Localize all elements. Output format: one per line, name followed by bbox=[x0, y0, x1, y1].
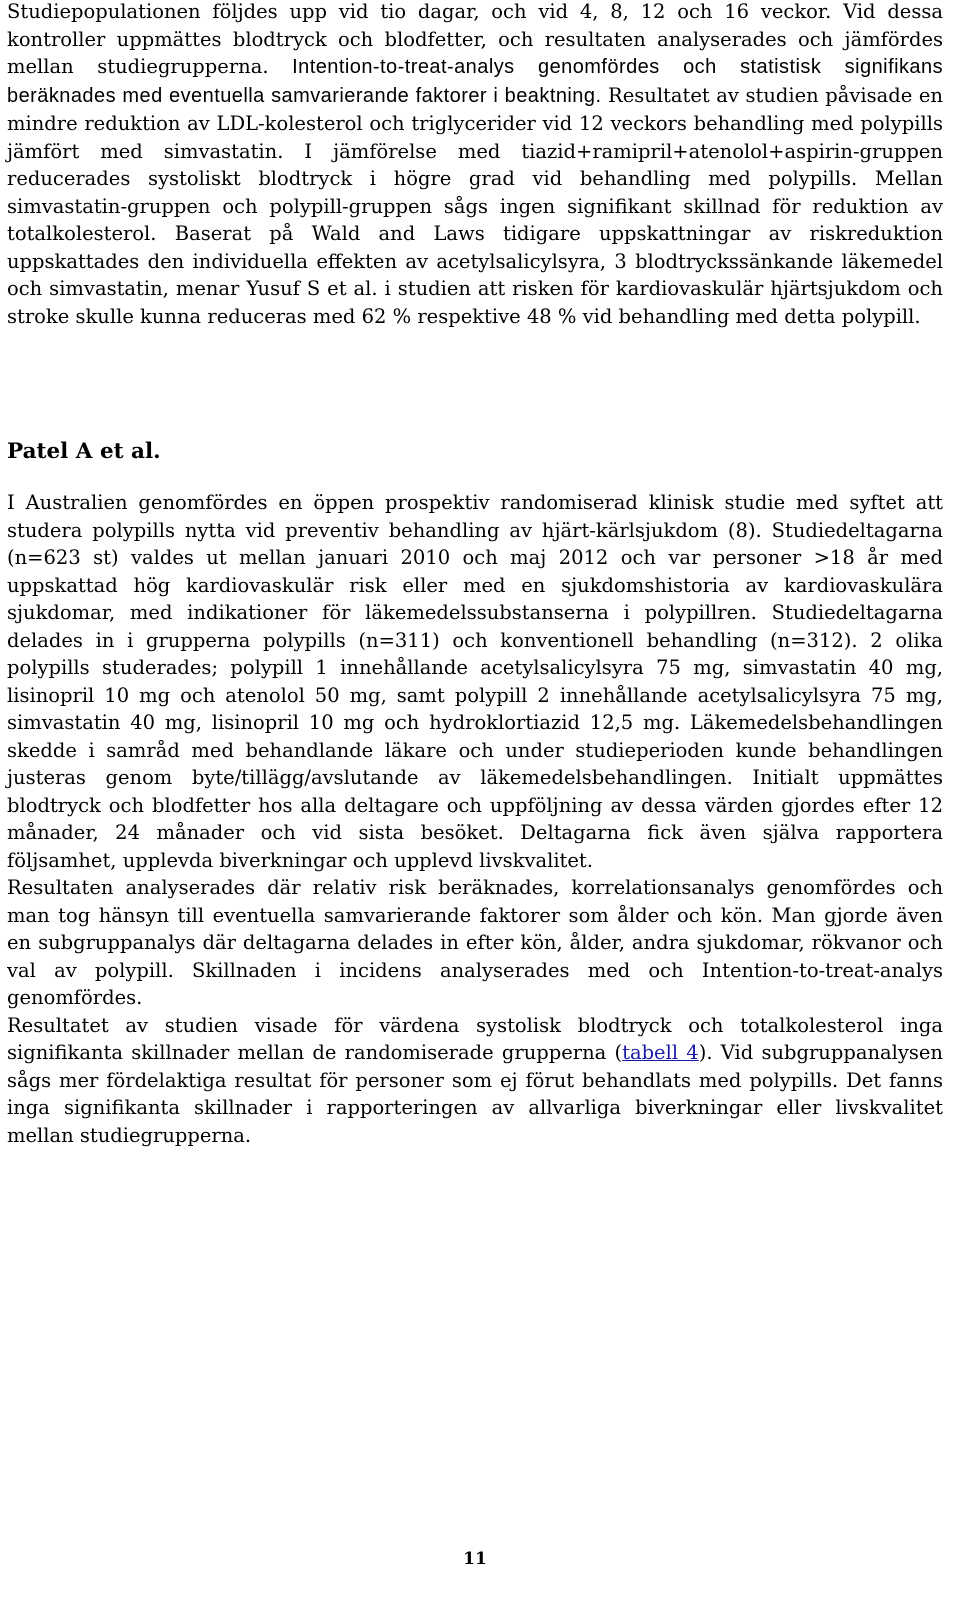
results-text: Resultatet av studien påvisade en mindre reduktion av LDL-kolesterol och triglycerider vid 12 veckors behandling med polypills jämfört med simvastatin. I jämförelse med tiazid+ramipril+atenolol+aspirin-gruppen reducerades systoliskt blodtryck i högre grad vid behandling med polypills. Mellan simvastatin-gruppen och polypill-gruppen sågs ingen signifikant skillnad för reduktion av totalkolesterol. bbox=[7, 83, 943, 245]
results-paragraph bbox=[7, 1012, 943, 1150]
table-4-link[interactable]: tabell 4 bbox=[622, 1041, 699, 1064]
results-text-before-link: Resultatet av studien visade för värdena systolisk blodtryck och totalkolesterol inga signifikanta skillnader mellan de randomiserade grupperna ( bbox=[7, 1013, 943, 1064]
page-number: 11 bbox=[463, 1549, 487, 1569]
study-results-paragraph bbox=[7, 0, 943, 330]
analysis-paragraph: Resultaten analyserades där relativ risk beräknades, korrelationsanalys genomfördes och man tog hänsyn till eventuella samvarierande faktorer som ålder och kön. Man gjorde även en subgruppanalys där deltagarna delades in efter kön, ålder, andra sjukdomar, rökvanor och val av polypill. Skillnaden i incidens analyserades med och Intention-to-treat-analys genomfördes. bbox=[7, 876, 943, 1009]
analysis-method-text: Intention-to-treat-analys genomfördes och statistisk signifikans beräknades med eventuella samvarierande faktorer i beaktning. bbox=[7, 56, 944, 107]
study-design-paragraph: I Australien genomfördes en öppen prospektiv randomiserad klinisk studie med syftet att studera polypills nytta vid preventiv behandling av hjärt-kärlsjukdom (8). Studiedeltagarna (n=623 st) valdes ut mellan januari 2010 och maj 2012 och var personer >18 år med uppskattad hög kardiovaskulär risk eller med en sjukdomshistoria av kardiovaskulära sjukdomar, med indikationer för läkemedelssubstanserna i polypillren. Studiedeltagarna delades in i grupperna polypills (n=311) och konventionell behandling (n=312). 2 olika polypills studerades; polypill 1 innehållande acetylsalicylsyra 75 mg, simvastatin 40 mg, lisinopril 10 mg och atenolol 50 mg, samt polypill 2 innehållande acetylsalicylsyra 75 mg, simvastatin 40 mg, lisinopril 10 mg och hydroklortiazid 12,5 mg. Läkemedelsbehandlingen skedde i samråd med behandlande läkare och under studieperioden kunde behandlingen justeras genom byte/tillägg/avslutande av läkemedelsbehandlingen. Initialt uppmättes blodtryck och blodfetter hos alla deltagare och uppföljning av dessa värden gjordes efter 12 månader, 24 månader och vid sista besöket. Deltagarna fick även själva rapportera följsamhet, upplevda biverkningar och upplevd livskvalitet. bbox=[7, 491, 943, 872]
risk-estimate-text: Baserat på Wald and Laws tidigare uppskattningar av riskreduktion uppskattades den individuella effekten av acetylsalicylsyra, 3 blodtryckssänkande läkemedel och simvastatin, menar Yusuf S et al. i studien att risken för kardiovaskulär hjärtsjukdom och stroke skulle kunna reduceras med 62 % respektive 48 % vid behandling med detta polypill. bbox=[7, 222, 944, 328]
section-heading-patel: Patel A et al. bbox=[7, 439, 161, 464]
results-text-after-link: ). Vid subgruppanalysen sågs mer fördelaktiga resultat för personer som ej förut behandlats med polypills. Det fanns inga signifikanta skillnader i rapporteringen av allvarliga biverkningar eller livskvalitet mellan studiegrupperna. bbox=[7, 1041, 943, 1147]
follow-up-text: Studiepopulationen följdes upp vid tio dagar, och vid 4, 8, 12 och 16 veckor. Vid dessa kontroller uppmättes blodtryck och blodfetter, och resultaten analyserades och jämfördes mellan studiegrupperna. bbox=[7, 0, 943, 78]
patel-study-section bbox=[7, 489, 943, 1149]
